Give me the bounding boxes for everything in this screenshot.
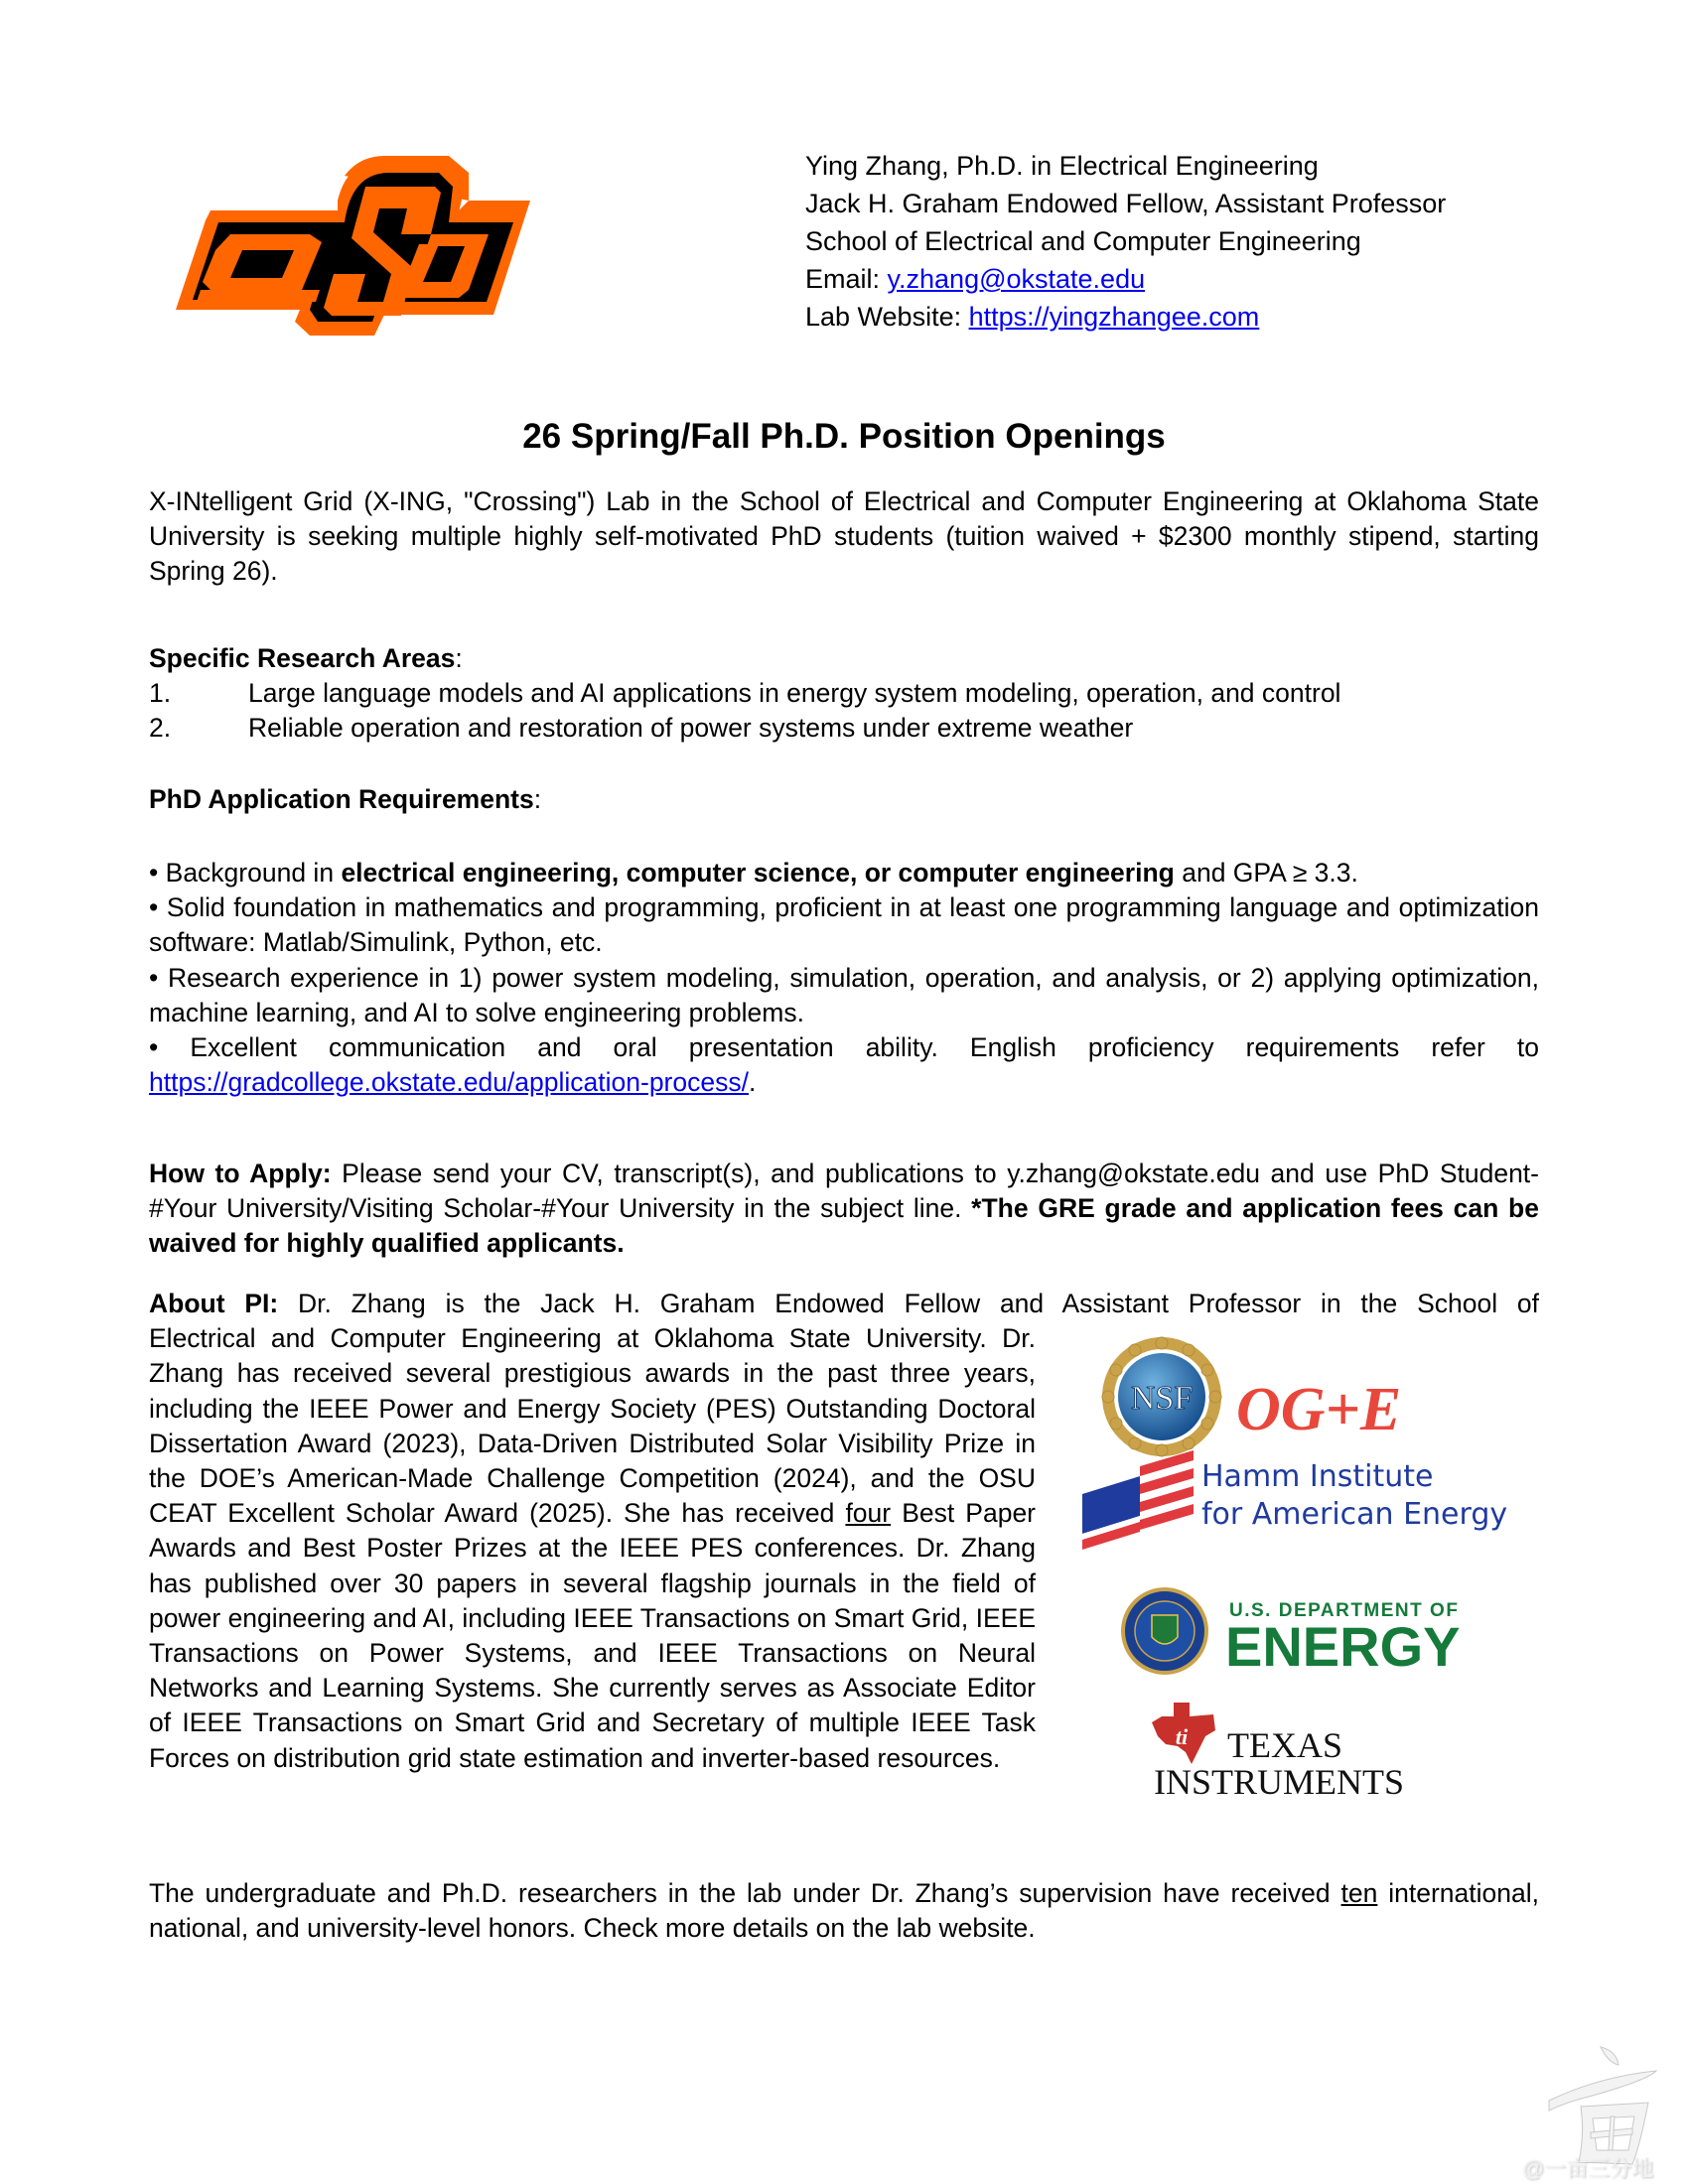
oge-logo: OG+E: [1236, 1376, 1402, 1443]
intro-paragraph: X-INtelligent Grid (X-ING, "Crossing") Lab in the School of Electrical and Computer Engineering at Oklahoma State University is seeking multiple highly self-motivated PhD students (tuition waived + $2300 monthly stipend, starting Spring 26).: [149, 486, 1539, 587]
svg-text:U.S. DEPARTMENT OF: U.S. DEPARTMENT OF: [1229, 1600, 1460, 1621]
contact-block: [805, 147, 1446, 336]
ti-logo: [1152, 1703, 1404, 1802]
research-areas-section: [149, 641, 1539, 747]
svg-text:INSTRUMENTS: INSTRUMENTS: [1154, 1762, 1405, 1802]
bullet-icon: •: [149, 858, 159, 887]
svg-text:for American Energy: for American Energy: [1201, 1497, 1508, 1532]
watermark-text: @一亩三分地: [1522, 2156, 1654, 2181]
contact-position: Jack H. Graham Endowed Fellow, Assistant Professor: [805, 189, 1447, 218]
website-link[interactable]: https://yingzhangee.com: [968, 302, 1260, 332]
bullet-icon: •: [149, 892, 159, 923]
requirement-item: • Solid foundation in mathematics and programming, proficient in at least one programming language and optimization software: Matlab/Simulink, Python, etc.: [149, 892, 1539, 958]
about-pi-paragraph: About PI: Dr. Zhang is the Jack H. Graham Endowed Fellow and Assistant Professor in the School of Electrical and Computer Engineering at Oklahoma State University. Dr. Zhang has received several prestigious awards in the past three years, including the IEEE Power and Energy Society (PES) Outstanding Doctoral Dissertation Award (2023), Data-Driven Distributed Solar Visibility Prize in the DOE’s American-Made Challenge Competition (2024), and the OSU CEAT Excellent Scholar Award (2025). She has received four Best Paper Awards and Best Poster Prizes at the IEEE PES conferences. Dr. Zhang has published over 30 papers in several flagship journals in the field of power engineering and AI, including IEEE Transactions on Smart Grid, IEEE Transactions on Power Systems, and IEEE Transactions on Neural Networks and Learning Systems. She currently serves as Associate Editor of IEEE Transactions on Smart Grid and Secretary of multiple IEEE Task Forces on distribution grid state estimation and inverter-based resources.: [149, 1289, 1539, 1773]
list-text: Reliable operation and restoration of power systems under extreme weather: [248, 713, 1134, 744]
research-areas-list: [149, 676, 1539, 746]
contact-school: School of Electrical and Computer Engineering: [805, 226, 1361, 256]
research-areas-heading: Specific Research Areas:: [149, 643, 463, 673]
requirement-item: • Research experience in 1) power system modeling, simulation, operation, and analysis, or 2) applying optimization, machine learning, and AI to solve engineering problems.: [149, 962, 1539, 1027]
doe-logo: [1123, 1589, 1461, 1678]
page-title: 26 Spring/Fall Ph.D. Position Openings: [522, 417, 1166, 456]
how-to-apply-label: How to Apply:: [149, 1159, 332, 1188]
list-number: 2.: [149, 713, 172, 744]
contact-name: Ying Zhang, Ph.D. in Electrical Engineering: [805, 151, 1319, 181]
email-label: Email:: [805, 264, 888, 294]
requirements-heading: PhD Application Requirements:: [149, 784, 542, 814]
requirements-list: [149, 856, 1539, 1100]
hamm-logo: [1082, 1450, 1507, 1550]
osu-logo: [171, 151, 530, 336]
about-pi-label: About PI:: [149, 1289, 279, 1318]
gre-waiver-note: *The GRE grade and application fees can be waived for highly qualified applicants.: [149, 1193, 1539, 1259]
list-number: 1.: [149, 678, 172, 709]
svg-text:ENERGY: ENERGY: [1225, 1615, 1461, 1678]
list-item: [149, 676, 1539, 711]
contact-email-line: [805, 260, 1446, 298]
svg-text:Hamm Institute: Hamm Institute: [1201, 1459, 1434, 1494]
nsf-logo: [1102, 1337, 1221, 1456]
website-label: Lab Website:: [805, 302, 969, 332]
sponsor-logos: [1082, 1335, 1559, 1812]
requirement-item: • Background in electrical engineering, computer science, or computer engineering and GPA ≥ 3.3.: [149, 858, 1358, 887]
email-link[interactable]: y.zhang@okstate.edu: [887, 264, 1146, 294]
svg-text:ti: ti: [1175, 1724, 1189, 1749]
closing-paragraph: The undergraduate and Ph.D. researchers in the lab under Dr. Zhang’s supervision have received ten international, national, and university-level honors. Check more details on the lab website.: [149, 1878, 1539, 1944]
nsf-text: NSF: [1130, 1380, 1194, 1417]
bullet-icon: •: [149, 962, 159, 993]
svg-text:TEXAS: TEXAS: [1227, 1725, 1342, 1765]
how-to-apply-paragraph: How to Apply: Please send your CV, transcript(s), and publications to y.zhang@okstate.edu and use PhD Student-#Your University/Visiting Scholar-#Your University in the subject line. *The GRE grade and application fees can be waived for highly qualified applicants.: [149, 1159, 1539, 1259]
contact-website-line: [805, 298, 1446, 336]
list-text: Large language models and AI applications in energy system modeling, operation, and control: [248, 678, 1341, 709]
requirement-item: • Excellent communication and oral presentation ability. English proficiency requirements refer to https://gradcollege.okstate.edu/application-process/.: [149, 1032, 1539, 1098]
gradcollege-link[interactable]: https://gradcollege.okstate.edu/application-process/: [149, 1067, 749, 1098]
bullet-icon: •: [149, 1032, 159, 1063]
list-item: [149, 711, 1539, 746]
